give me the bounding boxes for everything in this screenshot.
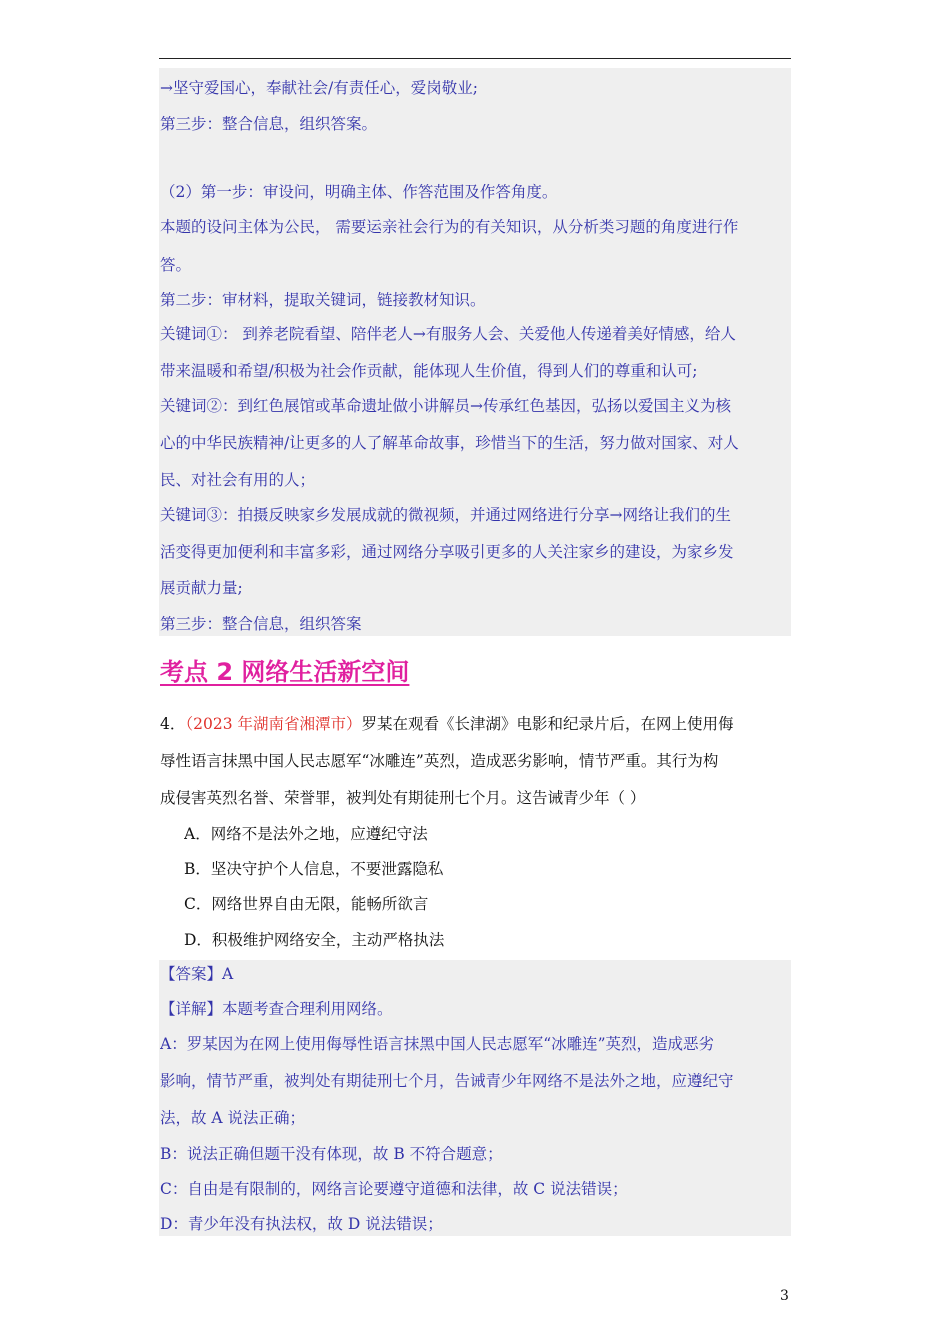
answer-label: 【答案】A: [160, 965, 234, 983]
question-source: （2023 年湖南省湘潭市）: [185, 715, 362, 733]
header-rule: [159, 58, 791, 59]
option-d: D．积极维护网络安全，主动严格执法: [184, 931, 445, 949]
analysis-line: →坚守爱国心，奉献社会/有责任心，爱岗敬业;: [160, 79, 478, 97]
detail-line: C：自由是有限制的，网络言论要遵守道德和法律，故 C 说法错误；: [160, 1180, 628, 1198]
option-b: B．坚决守护个人信息，不要泄露隐私: [184, 860, 444, 878]
detail-line: A：罗某因为在网上使用侮辱性语言抹黑中国人民志愿军“冰雕连”英烈，造成恶劣: [160, 1035, 715, 1053]
analysis-line: （2）第一步：审设问，明确主体、作答范围及作答角度。: [160, 183, 558, 201]
analysis-line: 答。: [160, 256, 192, 274]
question-number: 4．: [160, 715, 186, 733]
analysis-line: 带来温暖和希望/积极为社会作贡献，能体现人生价值，得到人们的尊重和认可;: [160, 362, 698, 380]
detail-line: B：说法正确但题干没有体现，故 B 不符合题意；: [160, 1145, 503, 1163]
analysis-line: 展贡献力量;: [160, 579, 243, 597]
option-c: C．网络世界自由无限，能畅所欲言: [184, 895, 429, 913]
analysis-line: 第三步：整合信息，组织答案: [160, 615, 362, 633]
analysis-line: 本题的设问主体为公民， 需要运亲社会行为的有关知识，从分析类习题的角度进行作: [160, 218, 739, 236]
analysis-line: 关键词①： 到养老院看望、陪伴老人→有服务人会、关爱他人传递着美好情感，给人: [160, 325, 736, 343]
analysis-line: 第二步：审材料，提取关键词，链接教材知识。: [160, 291, 486, 309]
page-number: 3: [780, 1288, 789, 1304]
detail-line: 法，故 A 说法正确；: [160, 1109, 306, 1127]
option-a: A．网络不是法外之地，应遵纪守法: [184, 825, 428, 843]
analysis-line: 关键词③：拍摄反映家乡发展成就的微视频，并通过网络进行分享→网络让我们的生: [160, 506, 731, 524]
analysis-line: 心的中华民族精神/让更多的人了解革命故事，珍惜当下的生活，努力做对国家、对人: [160, 434, 739, 452]
question-stem-line: 辱性语言抹黑中国人民志愿军“冰雕连”英烈，造成恶劣影响，情节严重。其行为构: [160, 752, 719, 770]
detail-line: 【详解】本题考查合理利用网络。: [160, 1000, 393, 1018]
analysis-line: 活变得更加便利和丰富多彩，通过网络分享吸引更多的人关注家乡的建设，为家乡发: [160, 543, 734, 561]
question-stem-line: 成侵害英烈名誉、荣誉罪，被判处有期徒刑七个月。这告诫青少年（ ）: [160, 789, 646, 807]
section-title: 考点 2 网络生活新空间: [160, 658, 410, 686]
analysis-line: 民、对社会有用的人；: [160, 471, 316, 489]
analysis-line: 第三步：整合信息，组织答案。: [160, 115, 378, 133]
analysis-line: 关键词②：到红色展馆或革命遗址做小讲解员→传承红色基因，弘扬以爱国主义为核: [160, 397, 731, 415]
question-stem-text: 罗某在观看《长津湖》电影和纪录片后，在网上使用侮: [361, 715, 734, 733]
question-stem-line: [160, 714, 792, 734]
detail-line: 影响，情节严重，被判处有期徒刑七个月，告诫青少年网络不是法外之地，应遵纪守: [160, 1072, 734, 1090]
detail-line: D：青少年没有执法权，故 D 说法错误；: [160, 1215, 443, 1233]
